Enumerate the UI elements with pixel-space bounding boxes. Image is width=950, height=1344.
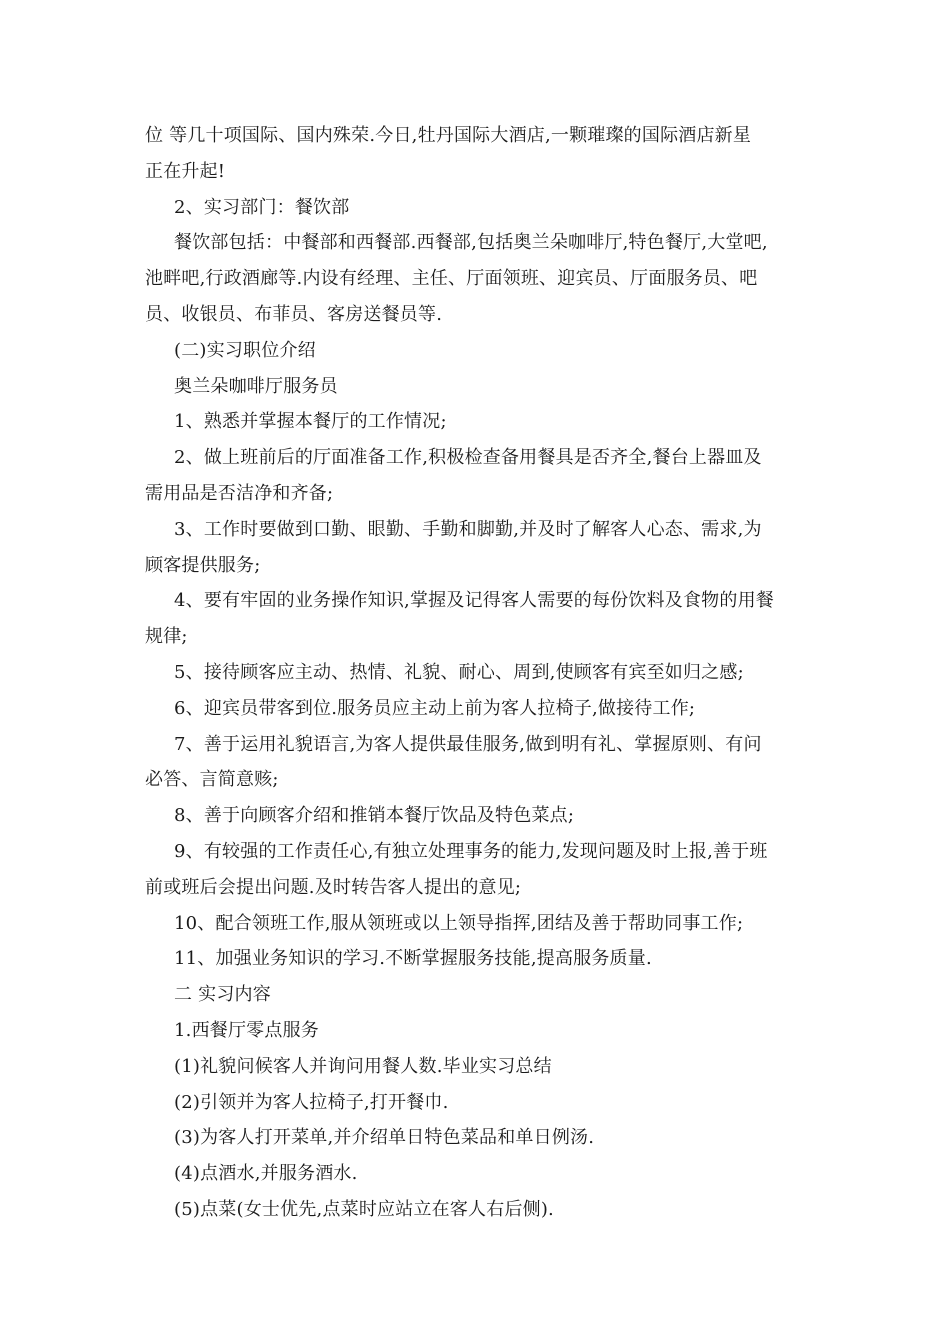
text-line: 员、收银员、布菲员、客房送餐员等.	[145, 303, 443, 325]
text-line: 位 等几十项国际、国内殊荣.今日,牡丹国际大酒店,一颗璀璨的国际酒店新星	[145, 125, 752, 146]
text-line: 规律;	[145, 626, 188, 648]
text-line: 8、善于向顾客介绍和推销本餐厅饮品及特色菜点;	[174, 805, 575, 827]
text-line: 2、实习部门：餐饮部	[174, 196, 350, 218]
text-line: 池畔吧,行政酒廊等.内设有经理、主任、厅面领班、迎宾员、厅面服务员、吧	[145, 268, 758, 290]
text-line: (二)实习职位介绍	[174, 339, 316, 361]
text-line: (2)引领并为客人拉椅子,打开餐巾.	[174, 1091, 449, 1113]
text-line: (3)为客人打开菜单,并介绍单日特色菜品和单日例汤.	[174, 1127, 595, 1149]
text-line: 3、工作时要做到口勤、眼勤、手勤和脚勤,并及时了解客人心态、需求,为	[174, 518, 762, 540]
text-line: 9、有较强的工作责任心,有独立处理事务的能力,发现问题及时上报,善于班	[174, 840, 768, 862]
text-line: 二 实习内容	[174, 984, 271, 1006]
text-line: 需用品是否洁净和齐备;	[145, 482, 334, 504]
text-line: 11、加强业务知识的学习.不断掌握服务技能,提高服务质量.	[174, 948, 652, 970]
text-line: 2、做上班前后的厅面准备工作,积极检查备用餐具是否齐全,餐台上器皿及	[174, 447, 762, 469]
text-line: 必答、言简意赅;	[145, 769, 279, 791]
text-line: 餐饮部包括：中餐部和西餐部.西餐部,包括奥兰朵咖啡厅,特色餐厅,大堂吧,	[174, 232, 768, 254]
text-line: 6、迎宾员带客到位.服务员应主动上前为客人拉椅子,做接待工作;	[174, 697, 696, 719]
text-line: 1.西餐厅零点服务	[174, 1019, 319, 1041]
text-line: (5)点菜(女士优先,点菜时应站立在客人右后侧).	[174, 1198, 554, 1220]
text-line: 7、善于运用礼貌语言,为客人提供最佳服务,做到明有礼、掌握原则、有问	[174, 733, 762, 755]
text-line: (1)礼貌问候客人并询问用餐人数.毕业实习总结	[174, 1055, 552, 1077]
text-line: 1、熟悉并掌握本餐厅的工作情况;	[174, 411, 447, 433]
text-line: 奥兰朵咖啡厅服务员	[174, 375, 338, 397]
text-line: 正在升起!	[145, 160, 226, 182]
text-line: 前或班后会提出问题.及时转告客人提出的意见;	[145, 876, 522, 898]
text-line: (4)点酒水,并服务酒水.	[174, 1163, 358, 1185]
text-line: 顾客提供服务;	[145, 554, 261, 576]
document-page	[145, 118, 805, 1228]
text-line: 5、接待顾客应主动、热情、礼貌、耐心、周到,使顾客有宾至如归之感;	[174, 661, 744, 683]
text-line: 4、要有牢固的业务操作知识,掌握及记得客人需要的每份饮料及食物的用餐	[174, 590, 774, 612]
text-line: 10、配合领班工作,服从领班或以上领导指挥,团结及善于帮助同事工作;	[174, 912, 744, 934]
